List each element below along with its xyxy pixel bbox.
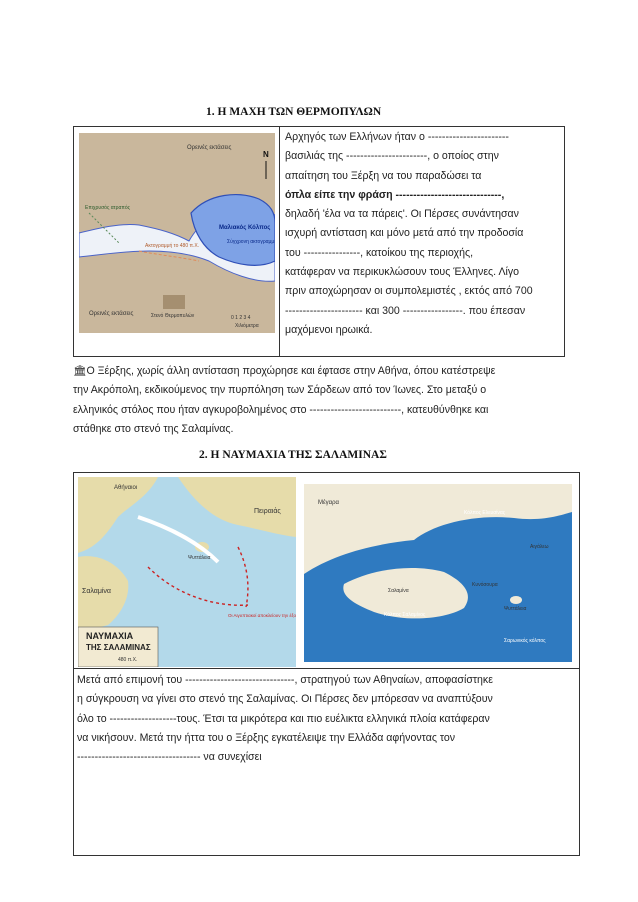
- label-psyttaleia: Ψυττάλεια: [504, 606, 527, 612]
- map-title-line2: ΤΗΣ ΣΑΛΑΜΙΝΑΣ: [86, 643, 151, 652]
- label-piraeus: Πειραιάς: [254, 508, 281, 515]
- s2-line: ----------------------------------- να συνεχίσει: [77, 751, 262, 764]
- map-date: 480 π.Χ.: [118, 657, 138, 663]
- section1-divider: [279, 126, 280, 357]
- scale-ticks: 0 1 2 3 4: [231, 315, 251, 321]
- mid-line-text: Ο Ξέρξης, χωρίς άλλη αντίσταση προχώρησε και έφτασε στην Αθήνα, όπου κατέστρεψε: [86, 365, 496, 377]
- mid-line: στάθηκε στο στενό της Σαλαμίνας.: [73, 422, 234, 435]
- label-gulf: Μαλιακός Κόλπος: [219, 225, 271, 231]
- label-gulf-eleusis: Κόλπος Ελευσίνας: [464, 510, 506, 516]
- s2-line: Μετά από επιμονή του -------------------------------, στρατηγού των Αθηναίων, αποφασίστηκε: [77, 674, 493, 686]
- s2-line: η σύγκρουση να γίνει στο στενό της Σαλαμίνας. Οι Πέρσες δεν μπόρεσαν να αναπτύξουν: [77, 693, 493, 706]
- label-ancient-coast: Ακτογραμμή το 480 π.Χ.: [145, 243, 200, 249]
- label-coast: Σύγχρονη ακτογραμμή: [227, 239, 275, 245]
- s1-line: απαίτηση του Ξέρξη να του παραδώσει τα: [285, 169, 482, 182]
- section1-heading: 1. Η ΜΑΧΗ ΤΩΝ ΘΕΡΜΟΠΥΛΩΝ: [206, 106, 382, 118]
- label-kamatero: Κυνόσουρα: [472, 582, 498, 588]
- salamis-map-right: [304, 484, 572, 662]
- label-pass: Στενό Θερμοπυλών: [151, 313, 195, 319]
- s1-line: βασιλιάς της -----------------------, ο οποίος στην: [285, 150, 499, 163]
- s1-line: κατάφεραν να περικυκλώσουν τους Έλληνες. Λίγο: [285, 266, 520, 279]
- s1-line: ισχυρή αντίσταση και μόνο μετά από την προδοσία: [285, 227, 524, 240]
- salamis-map-right-svg: [304, 484, 572, 662]
- section2-text: [77, 671, 577, 767]
- label-athens-map: Αιγάλεω: [530, 544, 549, 550]
- pass-area: [163, 295, 185, 309]
- mid-line: ελληνικός στόλος που ήταν αγκυροβολημένος στο --------------------------, κατευθύνθηκε και: [73, 403, 489, 416]
- section2-divider: [73, 668, 580, 669]
- section2-heading: 2. Η ΝΑΥΜΑΧΙΑ ΤΗΣ ΣΑΛΑΜΙΝΑΣ: [199, 449, 387, 461]
- label-saronic: Σαρωνικός κόλπος: [504, 638, 546, 644]
- middle-paragraph: [73, 362, 573, 439]
- label-athens: Αθήναιοι: [114, 485, 138, 491]
- label-salamina-right: Σαλαμίνα: [388, 588, 409, 594]
- s2-line: να νικήσουν. Μετά την ήττα του ο Ξέρξης εγκατέλειψε την Ελλάδα αφήνοντας τον: [77, 731, 456, 744]
- salamis-map-left-svg: [78, 477, 296, 667]
- label-megara: Μέγαρα: [318, 500, 340, 506]
- label-gulf-salamina: Κόλπος Σαλαμίνος: [384, 612, 426, 618]
- s2-line: όλο το -------------------τους. Έτσι τα μικρότερα και πιο ευέλικτα ελληνικά πλοία κατάφεραν: [77, 712, 490, 725]
- map-title-line1: ΝΑΥΜΑΧΙΑ: [86, 631, 134, 641]
- psyttaleia-island: [510, 596, 522, 604]
- label-mountains-bottom: Ορεινές εκτάσεις: [89, 311, 134, 317]
- s1-line: πριν αποχώρησαν οι συμπολεμιστές , εκτός από 700: [285, 285, 533, 298]
- s1-line: του ----------------, κατοίκου της περιοχής,: [285, 246, 474, 259]
- label-salamina: Σαλαμίνα: [82, 588, 111, 595]
- thermopylae-map: [79, 133, 275, 333]
- s1-line: Αρχηγός των Ελλήνων ήταν ο -----------------------: [285, 131, 509, 143]
- salamis-map-left: [78, 477, 296, 667]
- s1-line: δηλαδή 'έλα να τα πάρεις'. Οι Πέρσες συνάντησαν: [285, 208, 519, 221]
- temple-icon: 🏛: [73, 365, 87, 377]
- s1-line: μαχόμενοι ηρωικά.: [285, 323, 373, 336]
- section1-text: [285, 128, 563, 340]
- north-arrow-label: N: [263, 150, 269, 159]
- map-note: Οι Αιγυπτιακοί αποκλείουν την έξοδο: [228, 613, 296, 618]
- s1-line: όπλα είπε την φράση ------------------------------,: [285, 188, 505, 201]
- label-mountains-top: Ορεινές εκτάσεις: [187, 145, 232, 151]
- mid-line: [73, 362, 573, 381]
- label-island: Ψυττάλεια: [188, 555, 211, 561]
- s1-line: ---------------------- και 300 -----------------. που έπεσαν: [285, 304, 526, 317]
- label-path: Επιχρυσός ατραπός: [85, 205, 131, 211]
- scale-label: Χιλιόμετρα: [235, 323, 259, 329]
- thermopylae-map-svg: [79, 133, 275, 333]
- mid-line: την Ακρόπολη, εκδικούμενος την πυρπόληση των Σάρδεων από τον Ίωνες. Στο μεταξύ ο: [73, 384, 487, 397]
